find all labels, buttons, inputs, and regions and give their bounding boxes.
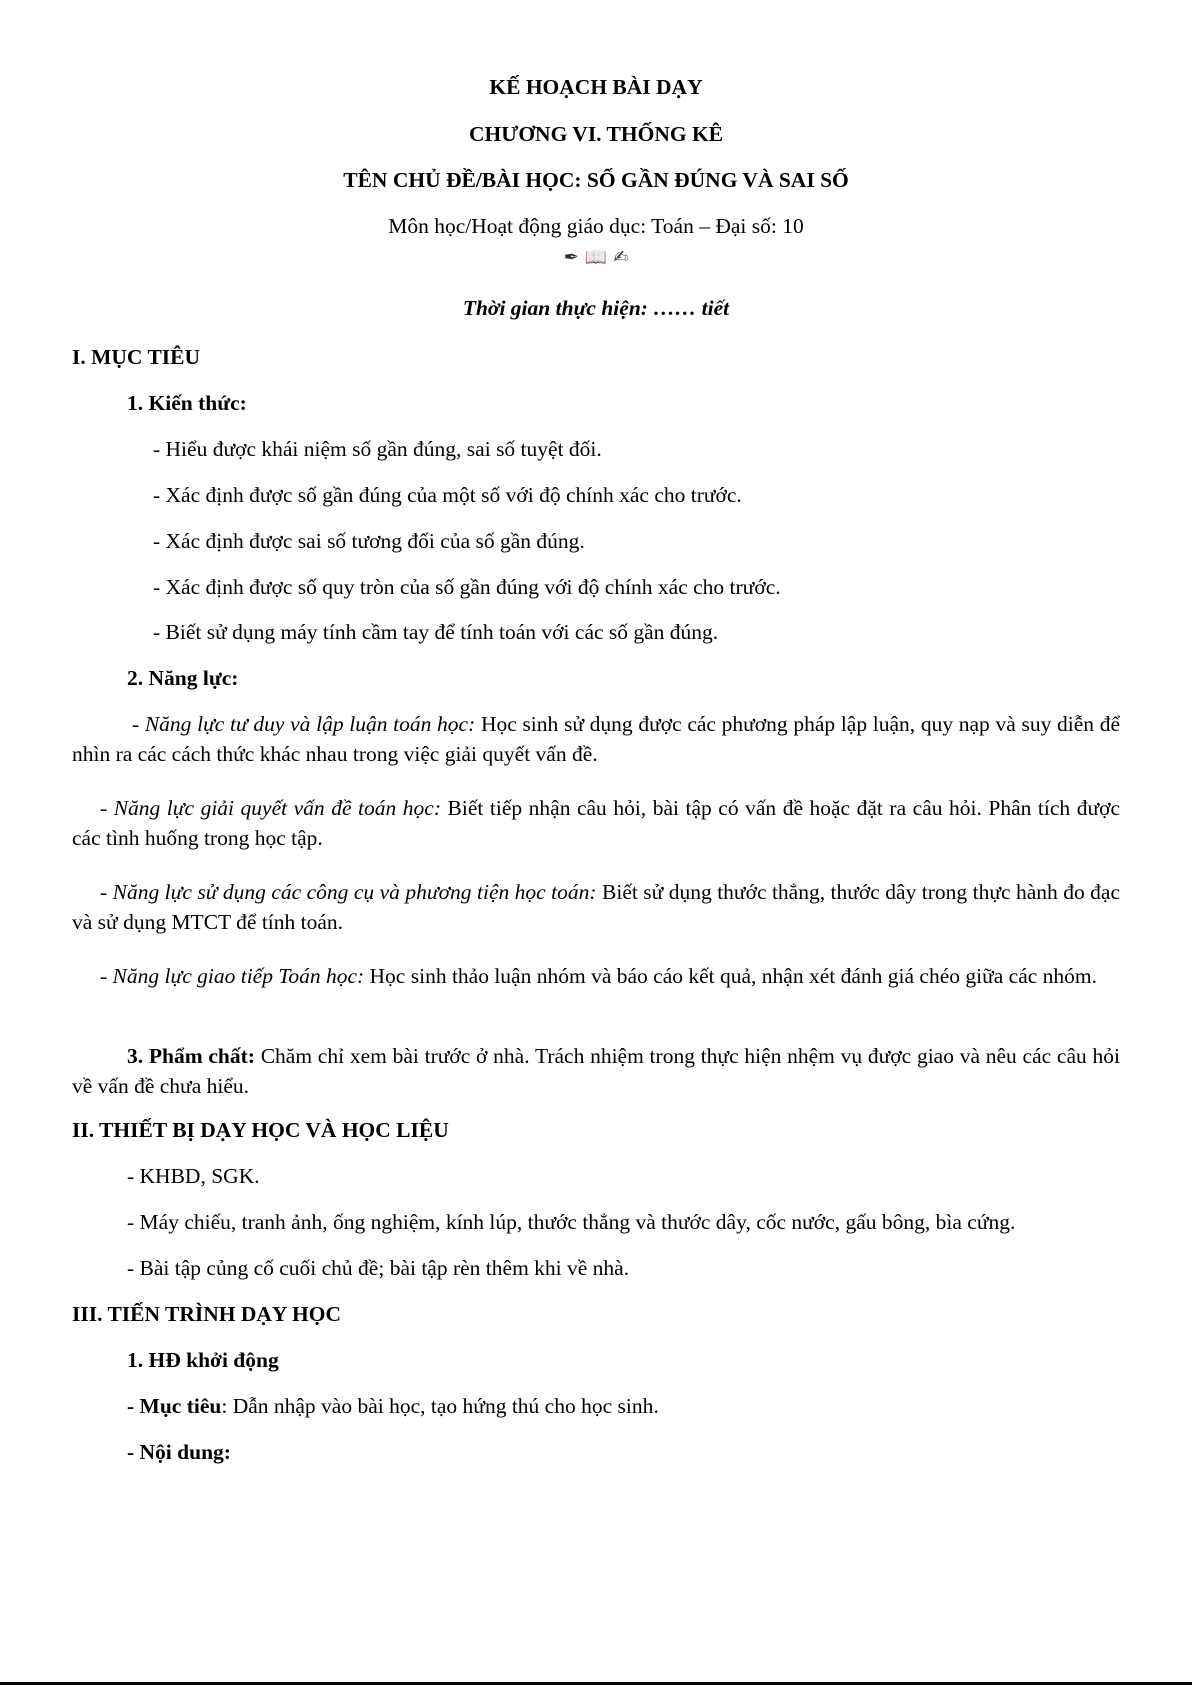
competency-label: - Năng lực giải quyết vấn đề toán học:	[100, 796, 441, 820]
quality-paragraph	[72, 1041, 1120, 1101]
pen-left-icon: ✒	[563, 247, 579, 268]
competency-text: Biết sử dụng thước thẳng, thước dây trong thực hành đo đạc và sử dụng MTCT để tính toán.	[72, 880, 1120, 934]
competency-heading: 2. Năng lực:	[127, 666, 239, 690]
knowledge-item: - Xác định được số quy tròn của số gần đúng với độ chính xác cho trước.	[153, 575, 781, 599]
competency-text: Học sinh sử dụng được các phương pháp lập luận, quy nạp và suy diễn để nhìn ra các cách thức khác nhau trong việc giải quyết vấn đề.	[72, 712, 1120, 766]
knowledge-item: - Xác định được sai số tương đối của số gần đúng.	[153, 529, 585, 553]
knowledge-heading: 1. Kiến thức:	[127, 391, 247, 415]
competency-text: Học sinh thảo luận nhóm và báo cáo kết quả, nhận xét đánh giá chéo giữa các nhóm.	[364, 964, 1098, 988]
knowledge-item: - Biết sử dụng máy tính cầm tay để tính toán với các số gần đúng.	[153, 620, 719, 644]
doc-title: KẾ HOẠCH BÀI DẠY	[489, 75, 703, 99]
knowledge-item: - Hiểu được khái niệm số gần đúng, sai số tuyệt đối.	[153, 437, 602, 461]
content-label: - Nội dung:	[127, 1440, 231, 1464]
competency-label: - Năng lực tư duy và lập luận toán học:	[132, 712, 476, 736]
lesson-title: TÊN CHỦ ĐỀ/BÀI HỌC: SỐ GẦN ĐÚNG VÀ SAI SỐ	[343, 168, 849, 192]
competency-paragraph	[72, 709, 1120, 769]
competency-paragraph	[72, 961, 1120, 991]
activity-1-heading: 1. HĐ khởi động	[127, 1348, 279, 1372]
competency-paragraph	[72, 793, 1120, 853]
pen-right-icon: ✍	[613, 247, 629, 268]
competency-text: Biết tiếp nhận câu hỏi, bài tập có vấn đề hoặc đặt ra câu hỏi. Phân tích được các tình huống trong học tập.	[72, 796, 1121, 850]
quality-text: Chăm chỉ xem bài trước ở nhà. Trách nhiệm trong thực hiện nhệm vụ được giao và nêu các câu hỏi về vấn đề chưa hiểu.	[72, 1044, 1120, 1098]
ornament	[0, 246, 1192, 270]
goal-text: : Dẫn nhập vào bài học, tạo hứng thú cho học sinh.	[221, 1394, 659, 1418]
goal-label: - Mục tiêu	[127, 1394, 222, 1418]
knowledge-item: - Xác định được số gần đúng của một số với độ chính xác cho trước.	[153, 483, 742, 507]
competency-label: - Năng lực sử dụng các công cụ và phương tiện học toán:	[100, 880, 597, 904]
section-1-title: I. MỤC TIÊU	[72, 345, 201, 369]
section-3-title: III. TIẾN TRÌNH DẠY HỌC	[72, 1302, 342, 1326]
subject-line: Môn học/Hoạt động giáo dục: Toán – Đại số: 10	[388, 214, 804, 238]
equipment-item: - Máy chiếu, tranh ảnh, ống nghiệm, kính lúp, thước thẳng và thước dây, cốc nước, gấu bông, bìa cứng.	[127, 1210, 1016, 1234]
equipment-item: - Bài tập củng cố cuối chủ đề; bài tập rèn thêm khi về nhà.	[127, 1256, 630, 1280]
competency-paragraph	[72, 877, 1120, 937]
quality-label: 3. Phẩm chất:	[127, 1044, 255, 1068]
open-book-icon: 📖	[584, 247, 608, 268]
competency-label: - Năng lực giao tiếp Toán học:	[100, 964, 365, 988]
time-line: Thời gian thực hiện: …… tiết	[462, 296, 730, 320]
chapter-title: CHƯƠNG VI. THỐNG KÊ	[468, 122, 724, 146]
goal-line	[127, 1391, 659, 1421]
equipment-item: - KHBD, SGK.	[127, 1164, 260, 1188]
section-2-title: II. THIẾT BỊ DẠY HỌC VÀ HỌC LIỆU	[72, 1118, 449, 1142]
